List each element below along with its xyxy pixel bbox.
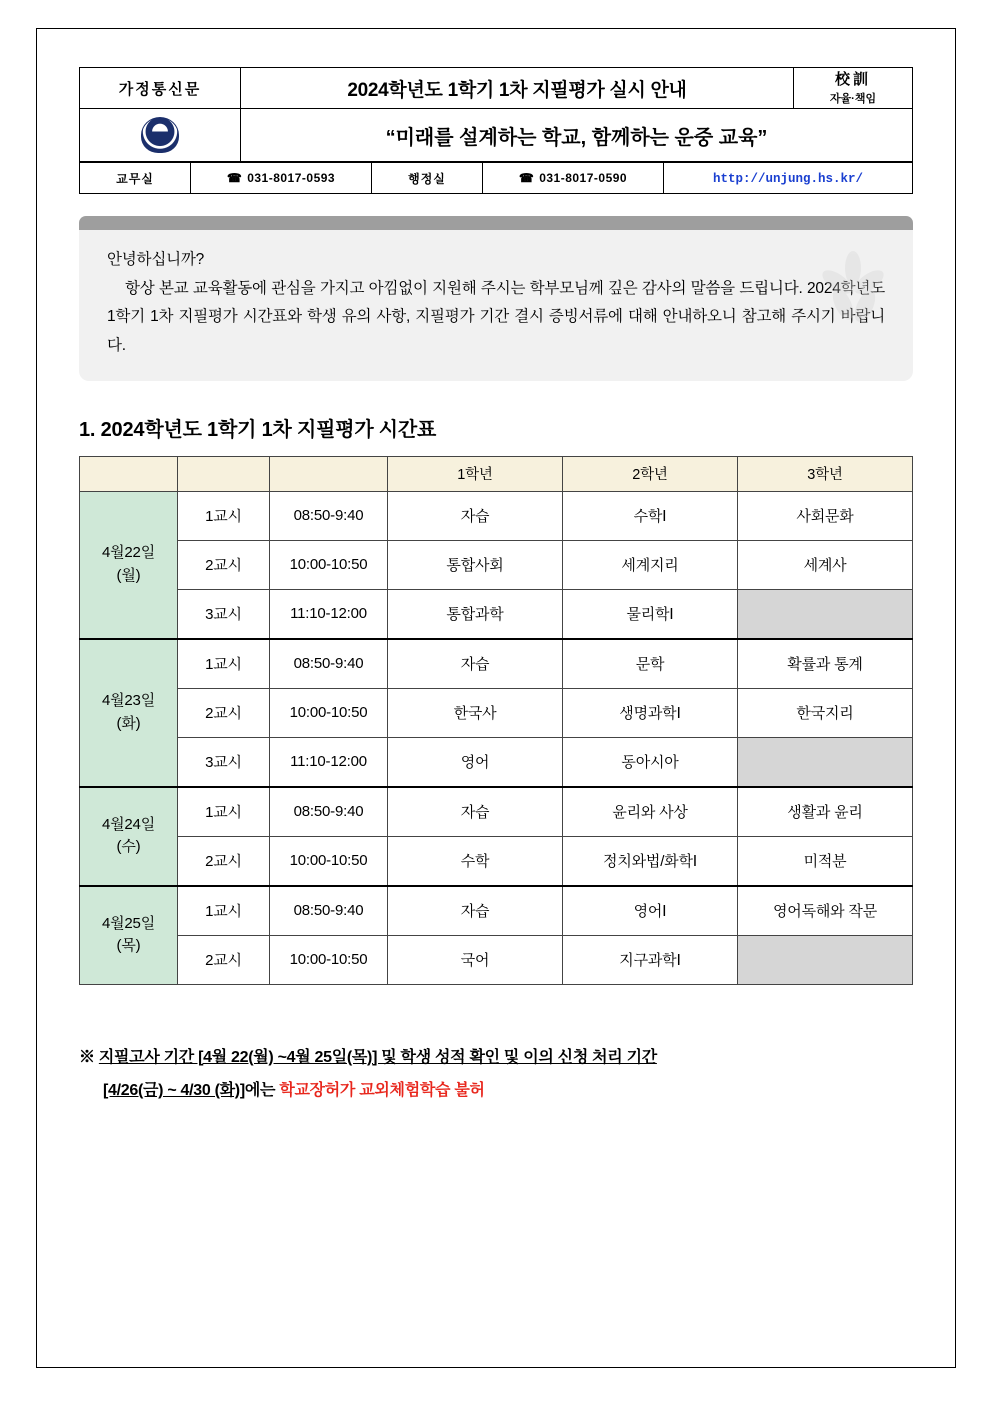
grade3-subject-cell: 한국지리: [738, 688, 913, 737]
exam-period-cell: 3교시: [178, 737, 270, 787]
exam-period-cell: 2교시: [178, 688, 270, 737]
grade2-subject-cell: 물리학Ⅰ: [563, 589, 738, 639]
table-row: [80, 491, 913, 540]
motto-value: 자율·책임: [829, 93, 877, 105]
exam-date: 4월24일: [101, 815, 155, 833]
office1-phone-cell: [191, 163, 372, 194]
grade2-subject-cell: 동아시아: [563, 737, 738, 787]
grade2-subject-cell: 지구과학Ⅰ: [563, 935, 738, 984]
notice-block: [79, 1041, 913, 1108]
section-heading: 1. 2024학년도 1학기 1차 지필평가 시간표: [79, 418, 437, 441]
col-head-1: [178, 456, 270, 491]
table-row: [80, 935, 913, 984]
exam-period-cell: 1교시: [178, 787, 270, 837]
grade1-subject-cell: 통합사회: [388, 540, 563, 589]
notice-line-1-text: 지필고사 기간 [4월 22(월) ~4월 25일(목)] 및 학생 성적 확인 및 이의 신청 처리 기간: [98, 1048, 657, 1066]
office2-phone: 031-8017-0590: [539, 171, 628, 185]
exam-weekday: (화): [116, 714, 141, 732]
doc-title-cell: 2024학년도 1학기 1차 지필평가 실시 안내: [241, 68, 794, 109]
schedule-body: [80, 491, 913, 984]
grade1-subject-cell: 한국사: [388, 688, 563, 737]
grade1-subject-cell: 수학: [388, 836, 563, 886]
grade2-subject-cell: 문학: [563, 639, 738, 689]
exam-period-cell: 1교시: [178, 491, 270, 540]
grade1-subject-cell: 자습: [388, 491, 563, 540]
letterhead-table: [79, 67, 913, 162]
col-head-0: [80, 456, 178, 491]
grade3-subject-cell: 미적분: [738, 836, 913, 886]
grade2-subject-cell: 윤리와 사상: [563, 787, 738, 837]
exam-weekday: (월): [116, 566, 141, 584]
exam-time-cell: 10:00-10:50: [270, 935, 388, 984]
document-page: [36, 28, 956, 1368]
website-cell[interactable]: [664, 163, 913, 194]
flower-watermark-icon: [817, 248, 889, 338]
notice-line-2: [79, 1074, 913, 1108]
exam-time-cell: 08:50-9:40: [270, 639, 388, 689]
grade1-subject-cell: 영어: [388, 737, 563, 787]
table-row: [80, 886, 913, 936]
exam-weekday: (목): [116, 937, 141, 955]
table-row: [80, 787, 913, 837]
grade3-subject-cell: [738, 589, 913, 639]
office2-phone-cell: [483, 163, 664, 194]
grade2-subject-cell: 생명과학Ⅰ: [563, 688, 738, 737]
table-header-row: [80, 456, 913, 491]
col-head-grade1: 1학년: [388, 456, 563, 491]
grade3-subject-cell: 확률과 통계: [738, 639, 913, 689]
exam-time-cell: 08:50-9:40: [270, 886, 388, 936]
school-emblem-icon: [141, 117, 179, 153]
table-row: [80, 589, 913, 639]
grade2-subject-cell: 정치와법/화학Ⅰ: [563, 836, 738, 886]
exam-date-cell: [80, 787, 178, 886]
phone-icon: ☎: [518, 171, 535, 185]
grade1-subject-cell: 국어: [388, 935, 563, 984]
notice-period-range: [4/26(금) ~ 4/30 (화)]: [103, 1082, 245, 1100]
phone-icon: ☎: [226, 171, 243, 185]
exam-time-cell: 11:10-12:00: [270, 737, 388, 787]
exam-period-cell: 2교시: [178, 540, 270, 589]
greeting-top-bar: [79, 216, 913, 230]
grade1-subject-cell: 통합과학: [388, 589, 563, 639]
exam-time-cell: 10:00-10:50: [270, 836, 388, 886]
exam-date: 4월23일: [101, 692, 155, 710]
exam-time-cell: 08:50-9:40: [270, 787, 388, 837]
grade1-subject-cell: 자습: [388, 787, 563, 837]
col-head-grade2: 2학년: [563, 456, 738, 491]
school-emblem-cell: [80, 109, 241, 162]
exam-period-cell: 1교시: [178, 886, 270, 936]
table-row: [80, 688, 913, 737]
grade2-subject-cell: 영어Ⅰ: [563, 886, 738, 936]
exam-period-cell: 3교시: [178, 589, 270, 639]
exam-time-cell: 08:50-9:40: [270, 491, 388, 540]
table-row: [80, 836, 913, 886]
grade1-subject-cell: 자습: [388, 639, 563, 689]
contact-table: [79, 162, 913, 194]
notice-highlight: 학교장허가 교외체험학습 불허: [279, 1082, 485, 1100]
exam-time-cell: 10:00-10:50: [270, 540, 388, 589]
col-head-2: [270, 456, 388, 491]
grade2-subject-cell: 세계지리: [563, 540, 738, 589]
grade3-subject-cell: 세계사: [738, 540, 913, 589]
exam-period-cell: 2교시: [178, 935, 270, 984]
exam-weekday: (수): [116, 838, 141, 856]
exam-period-cell: 2교시: [178, 836, 270, 886]
exam-period-cell: 1교시: [178, 639, 270, 689]
notice-line-1: [79, 1041, 913, 1075]
school-slogan: “미래를 설계하는 학교, 함께하는 운중 교육”: [241, 109, 913, 162]
notice-line-2-plain: 에는: [244, 1082, 276, 1100]
exam-date-cell: [80, 886, 178, 985]
grade2-subject-cell: 수학Ⅰ: [563, 491, 738, 540]
col-head-grade3: 3학년: [738, 456, 913, 491]
motto-cell: [794, 68, 913, 109]
exam-date-cell: [80, 639, 178, 787]
office2-label: 행정실: [372, 163, 483, 194]
grade3-subject-cell: [738, 737, 913, 787]
table-row: [80, 639, 913, 689]
exam-time-cell: 10:00-10:50: [270, 688, 388, 737]
greeting-box: [79, 216, 913, 381]
office1-phone: 031-8017-0593: [247, 171, 336, 185]
grade3-subject-cell: 영어독해와 작문: [738, 886, 913, 936]
exam-schedule-table: [79, 456, 913, 985]
table-row: [80, 737, 913, 787]
grade3-subject-cell: 생활과 윤리: [738, 787, 913, 837]
greeting-body: [79, 230, 913, 381]
notice-mark: ※: [79, 1048, 95, 1066]
website-url[interactable]: http://unjung.hs.kr/: [712, 171, 864, 186]
greeting-line-1: 안녕하십니까?: [107, 251, 205, 268]
greeting-line-2: 항상 본교 교육활동에 관심을 가지고 아낌없이 지원해 주시는 학부모님께 깊은 감사의 말씀을 드립니다. 2024학년도 1학기 1차 지필평가 시간표와 학생 유의 사항, 지필평가 기간 결시 증빙서류에 대해 안내하오니 참고해 주시기 바랍니다.: [107, 279, 885, 355]
grade3-subject-cell: [738, 935, 913, 984]
exam-date-cell: [80, 491, 178, 639]
office1-label: 교무실: [80, 163, 191, 194]
motto-label: 校訓: [834, 70, 871, 88]
table-row: [80, 540, 913, 589]
exam-time-cell: 11:10-12:00: [270, 589, 388, 639]
exam-date: 4월22일: [101, 544, 155, 562]
exam-date: 4월25일: [101, 914, 155, 932]
grade1-subject-cell: 자습: [388, 886, 563, 936]
doc-type-cell: 가정통신문: [80, 68, 241, 109]
grade3-subject-cell: 사회문화: [738, 491, 913, 540]
